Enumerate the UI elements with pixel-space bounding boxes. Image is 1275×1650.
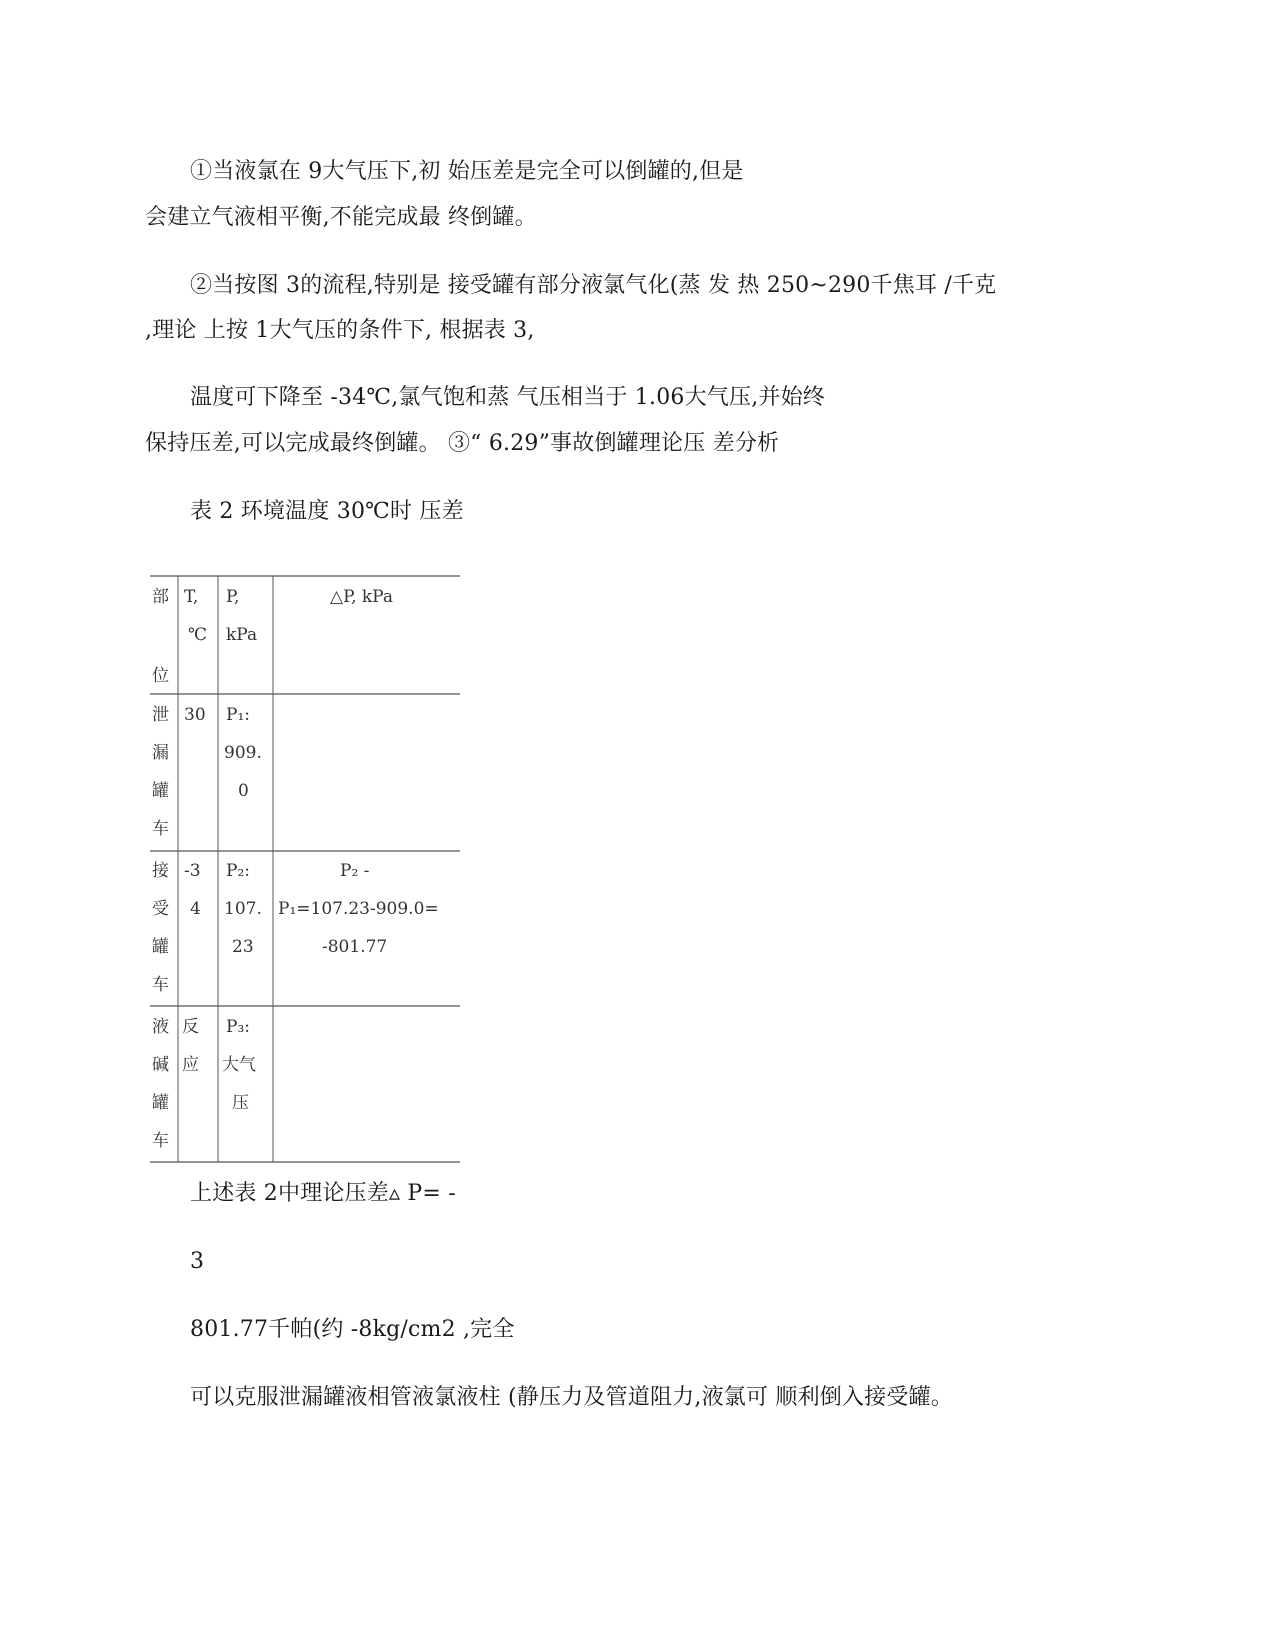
row3-part-3: 罐: [152, 1093, 169, 1113]
header-pressure-2: kPa: [226, 625, 258, 645]
row2-delta-1: P₂ -: [340, 861, 370, 881]
row3-part-1: 液: [152, 1017, 169, 1037]
row2-delta-2: P₁=107.23-909.0=: [278, 899, 439, 919]
row1-pressure-3: 0: [238, 781, 249, 801]
table-caption: 表 2 环境温度 30℃时 压差: [190, 499, 464, 524]
after-table-line-2: 3: [190, 1249, 205, 1274]
row2-part-3: 罐: [152, 937, 169, 957]
paragraph-3-line-1: 温度可下降至 -34℃,氯气饱和蒸 气压相当于 1.06大气压,并始终: [190, 385, 825, 410]
row3-part-2: 碱: [152, 1055, 169, 1075]
row1-pressure-1: P₁:: [226, 705, 250, 725]
row1-temp: 30: [184, 705, 206, 725]
row1-part-1: 泄: [152, 705, 169, 725]
row2-delta-3: -801.77: [322, 937, 388, 957]
row2-part-2: 受: [152, 899, 169, 919]
header-part-2: 位: [152, 666, 169, 686]
paragraph-1-line-2: 会建立气液相平衡,不能完成最 终倒罐。: [145, 205, 537, 230]
row3-temp-1: 反: [182, 1017, 199, 1037]
after-table-line-1: 上述表 2中理论压差▵ P= -: [190, 1181, 456, 1206]
row2-temp-1: -3: [184, 861, 201, 881]
row2-pressure-2: 107.: [224, 899, 262, 919]
row2-pressure-1: P₂:: [226, 861, 250, 881]
row3-pressure-3: 压: [232, 1093, 249, 1113]
row2-part-1: 接: [152, 861, 169, 881]
row2-part-4: 车: [152, 975, 169, 995]
header-temp-2: ℃: [188, 625, 208, 645]
row3-part-4: 车: [152, 1131, 169, 1151]
row1-part-2: 漏: [152, 743, 169, 763]
row1-part-3: 罐: [152, 781, 169, 801]
pressure-difference-table: [150, 574, 460, 1182]
paragraph-3-line-2: 保持压差,可以完成最终倒罐。 ③“ 6.29”事故倒罐理论压 差分析: [145, 431, 780, 456]
row2-temp-2: 4: [190, 899, 201, 919]
row3-temp-2: 应: [182, 1055, 199, 1075]
row3-pressure-2: 大气: [222, 1055, 256, 1075]
paragraph-2-line-2: ,理论 上按 1大气压的条件下, 根据表 3,: [145, 318, 535, 343]
after-table-line-3: 801.77千帕(约 -8kg/cm2 ,完全: [190, 1317, 515, 1342]
row1-pressure-2: 909.: [224, 743, 262, 763]
paragraph-2-line-1: ②当按图 3的流程,特别是 接受罐有部分液氯气化(蒸 发 热 250~290千焦耳 /千克: [190, 273, 997, 298]
after-table-line-4: 可以克服泄漏罐液相管液氯液柱 (静压力及管道阻力,液氯可 顺利倒入接受罐。: [190, 1385, 953, 1410]
paragraph-1-line-1: ①当液氯在 9大气压下,初 始压差是完全可以倒罐的,但是: [190, 159, 744, 184]
header-part-1: 部: [152, 587, 169, 607]
row2-pressure-3: 23: [232, 937, 254, 957]
header-delta: △P, kPa: [330, 587, 393, 607]
header-pressure-1: P,: [226, 587, 240, 607]
header-temp-1: T,: [184, 587, 199, 607]
row3-pressure-1: P₃:: [226, 1017, 250, 1037]
row1-part-4: 车: [152, 819, 169, 839]
